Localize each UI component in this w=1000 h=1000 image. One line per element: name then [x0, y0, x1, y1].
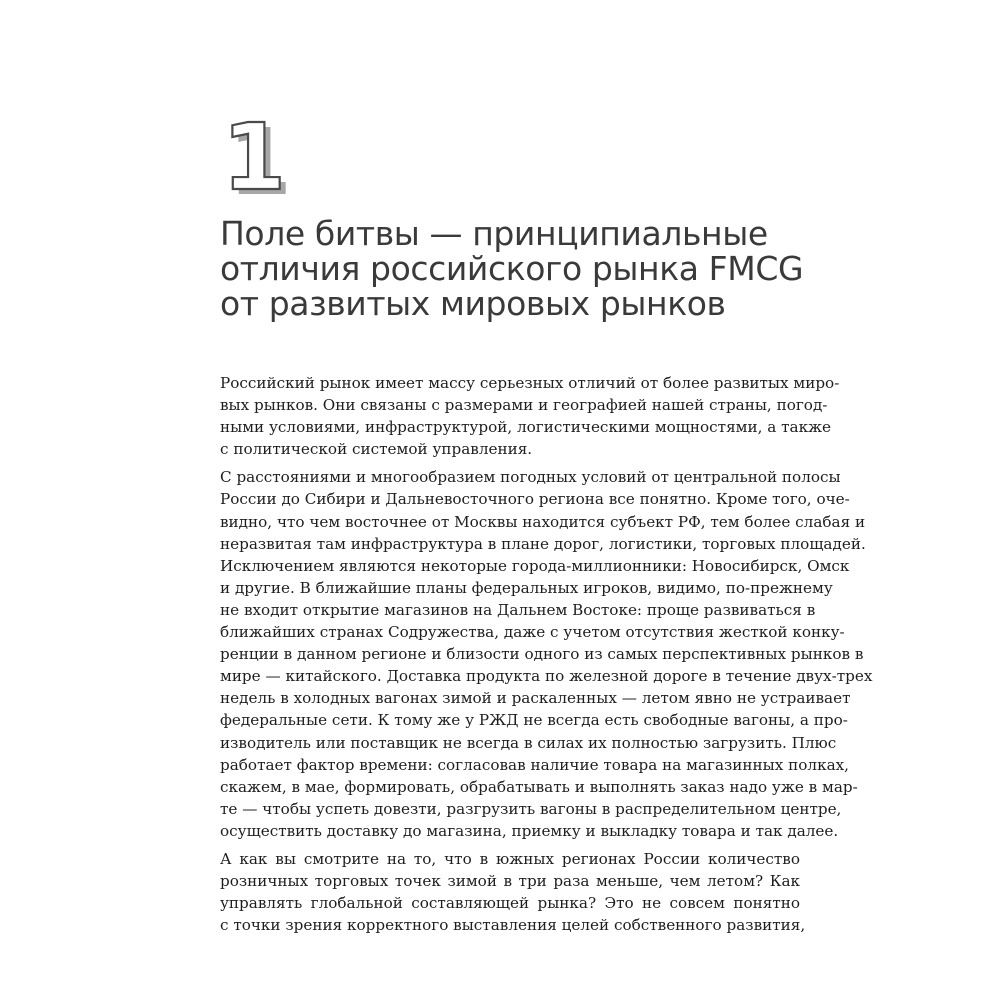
chapter-number: 1: [222, 104, 287, 211]
chapter-title-line: отличия российского рынка FMCG: [220, 249, 804, 288]
text-line: изводитель или поставщик не всегда в силах их полностью загрузить. Плюс: [220, 733, 837, 752]
paragraph: [220, 372, 840, 460]
text-line: Российский рынок имеет массу серьезных отличий от более развитых миро-: [220, 374, 840, 392]
text-line: ближайших странах Содружества, даже с учетом отсутствия жесткой конку-: [220, 623, 845, 642]
text-line: работает фактор времени: согласовав наличие товара на магазинных полках,: [220, 755, 850, 774]
text-line: России до Сибири и Дальневосточного региона все понятно. Кроме того, оче-: [220, 490, 850, 509]
text-line: видно, что чем восточнее от Москвы находится субъект РФ, тем более слабая и: [220, 512, 866, 531]
text-line: с точки зрения корректного выставления целей собственного развития,: [220, 916, 806, 935]
text-line: не входит открытие магазинов на Дальнем Востоке: проще развиваться в: [220, 600, 816, 619]
text-line: Исключением являются некоторые города-миллионники: Новосибирск, Омск: [220, 556, 850, 575]
chapter-title-line: Поле битвы — принципиальные: [220, 214, 768, 253]
text-line: ными условиями, инфраструктурой, логистическими мощностями, а также: [220, 418, 832, 437]
text-line: С расстояниями и многообразием погодных условий от центральной полосы: [220, 468, 841, 487]
text-line: управлять глобальной составляющей рынка? Это не совсем понятно: [220, 894, 800, 913]
text-line: те — чтобы успеть довезти, разгрузить вагоны в распределительном центре,: [220, 799, 842, 818]
chapter-title-line: от развитых мировых рынков: [220, 284, 726, 323]
text-line: А как вы смотрите на то, что в южных регионах России количество: [220, 849, 800, 868]
text-line: вых рынков. Они связаны с размерами и географией нашей страны, погод-: [220, 396, 828, 415]
text-line: недель в холодных вагонах зимой и раскаленных — летом явно не устраивает: [220, 689, 851, 708]
text-line: федеральные сети. К тому же у РЖД не всегда есть свободные вагоны, а про-: [220, 711, 848, 730]
body-text: [220, 372, 873, 942]
paragraph: [220, 466, 873, 842]
text-line: неразвитая там инфраструктура в плане дорог, логистики, торговых площадей.: [220, 534, 866, 553]
text-line: ренции в данном регионе и близости одного из самых перспективных рынков в: [220, 645, 864, 664]
text-line: скажем, в мае, формировать, обрабатывать и выполнять заказ надо уже в мар-: [220, 777, 858, 796]
chapter-title: [220, 216, 820, 321]
text-line: осуществить доставку до магазина, приемку и выкладку товара и так далее.: [220, 821, 839, 840]
text-line: мире — китайского. Доставка продукта по железной дороге в течение двух-трех: [220, 667, 873, 686]
text-line: и другие. В ближайшие планы федеральных игроков, видимо, по-прежнему: [220, 578, 833, 597]
paragraph: [220, 848, 806, 936]
text-line: розничных торговых точек зимой в три раза меньше, чем летом? Как: [220, 872, 800, 891]
text-line: с политической системой управления.: [220, 440, 533, 459]
